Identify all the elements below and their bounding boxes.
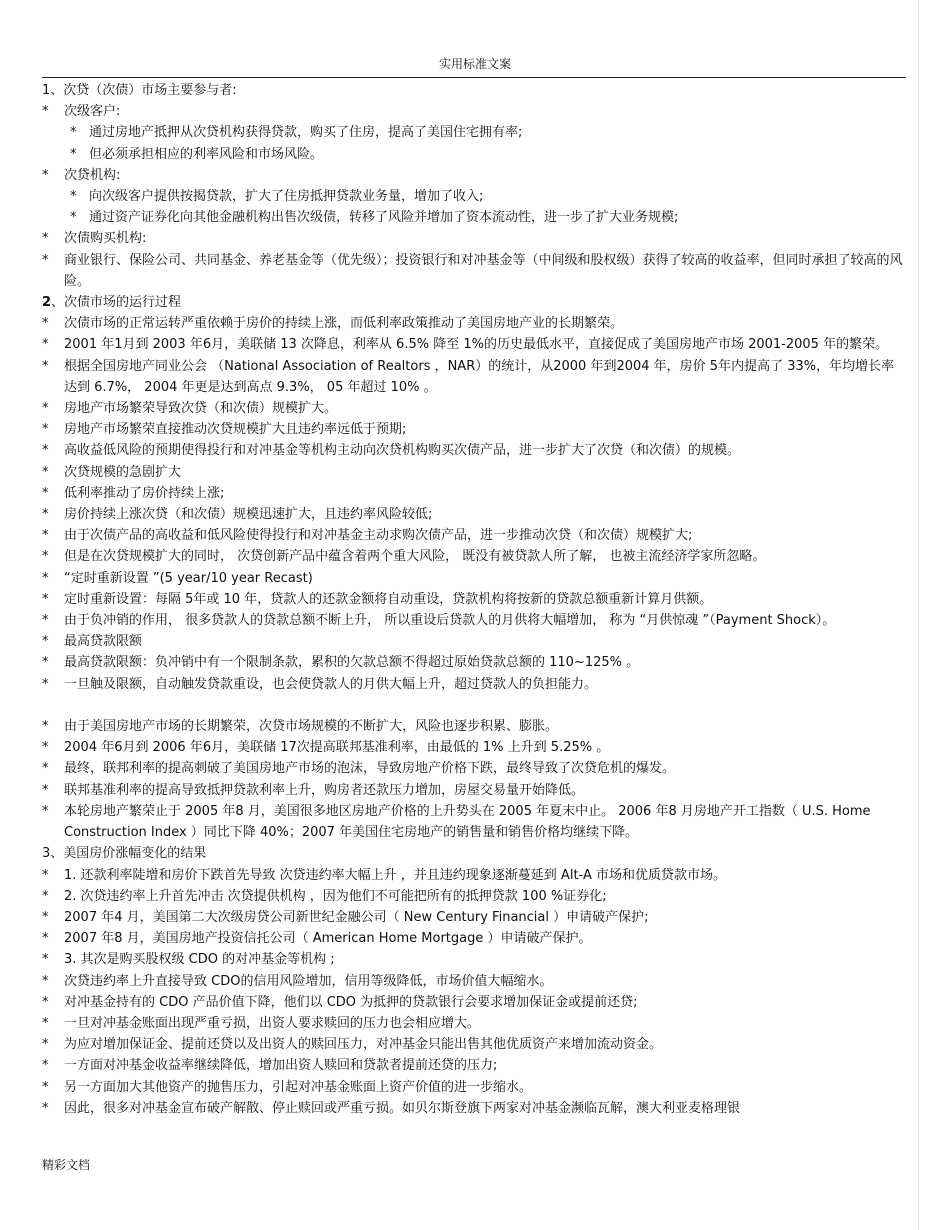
section-heading [42, 292, 906, 313]
list-item [42, 101, 906, 122]
list-item-text: 通过资产证券化向其他金融机构出售次级债，转移了风险并增加了资本流动性，进一步了扩大业务规模; [89, 210, 679, 226]
list-item-text: 但是在次贷规模扩大的同时， 次贷创新产品中蕴含着两个重大风险， 既没有被贷款人所了解， 也被主流经济学家所忽略。 [64, 549, 766, 565]
sub-list-item [42, 122, 906, 143]
list-item [42, 758, 906, 779]
list-item-text: 次债购买机构: [64, 231, 147, 247]
bullet-marker: * [42, 676, 49, 692]
list-item [42, 568, 906, 589]
bullet-marker: * [42, 252, 49, 268]
list-item-text: 2007 年4 月，美国第二大次级房贷公司新世纪金融公司（ New Century Financial ）申请破产保护; [64, 909, 649, 925]
page-header: 实用标准文案 [438, 57, 511, 71]
list-item [42, 525, 906, 546]
list-item [42, 674, 906, 695]
bullet-marker: * [42, 634, 49, 650]
list-item [42, 165, 906, 186]
list-item [42, 1077, 906, 1098]
list-item-text: 对冲基金持有的 CDO 产品价值下降，他们以 CDO 为抵押的贷款银行会要求增加保证金或提前还贷; [64, 994, 638, 1010]
list-item-text: 由于次债产品的高收益和低风险使得投行和对冲基金主动求购次债产品，进一步推动次贷（和次债）规模扩大; [64, 528, 693, 544]
bullet-marker: * [42, 994, 49, 1010]
list-item [42, 1013, 906, 1034]
bullet-marker: * [42, 1015, 49, 1031]
bullet-marker: * [42, 803, 49, 819]
bullet-marker: * [70, 210, 77, 226]
list-item-text: 最高贷款限额：负冲销中有一个限制条款，累积的欠款总额不得超过原始贷款总额的 110~125% 。 [64, 655, 640, 671]
list-item [42, 907, 906, 928]
list-item-text: 2004 年6月到 2006 年6月，美联储 17次提高联邦基准利率，由最低的 1% 上升到 5.25% 。 [64, 740, 610, 756]
list-item [42, 801, 906, 843]
list-item [42, 1098, 906, 1119]
bullet-marker: * [42, 782, 49, 798]
section-title: 、美国房价涨幅变化的结果 [50, 846, 207, 862]
header-rule [42, 77, 906, 78]
bullet-marker: * [42, 358, 49, 374]
list-item [42, 928, 906, 949]
bullet-marker: * [42, 485, 49, 501]
list-item-text: 商业银行、保险公司、共同基金、养老基金等（优先级）；投资银行和对冲基金等（中间级和股权级）获得了较高的收益率，但同时承担了较高的风险。 [64, 252, 903, 289]
list-item-text: 2. 次贷违约率上升首先冲击 次贷提供机构 ，因为他们不可能把所有的抵押贷款 100 %证券化; [64, 888, 607, 904]
list-item-text: 一旦对冲基金账面出现严重亏损，出资人要求赎回的压力也会相应增大。 [64, 1015, 481, 1031]
bullet-marker: * [42, 909, 49, 925]
list-item-text: 另一方面加大其他资产的抛售压力，引起对冲基金账面上资产价值的进一步缩水。 [64, 1079, 533, 1095]
section-heading [42, 80, 906, 101]
list-item-text: 低利率推动了房价持续上涨; [64, 485, 225, 501]
document-body [42, 80, 906, 1119]
list-item [42, 589, 906, 610]
list-item-text: 3. 其次是购买股权级 CDO 的对冲基金等机构 ; [64, 952, 335, 968]
list-item [42, 1034, 906, 1055]
bullet-marker: * [42, 1058, 49, 1074]
list-item [42, 886, 906, 907]
list-item-text: 为应对增加保证金、提前还贷以及出资人的赎回压力，对冲基金只能出售其他优质资产来增加流动资金。 [64, 1037, 663, 1053]
section-number: 1 [42, 83, 51, 98]
section-heading [42, 843, 906, 864]
bullet-marker: * [42, 549, 49, 565]
list-item-text: 次债市场的正常运转严重依赖于房价的持续上涨，而低利率政策推动了美国房地产业的长期繁荣。 [64, 316, 624, 332]
list-item [42, 992, 906, 1013]
bullet-marker: * [42, 740, 49, 756]
bullet-marker: * [42, 952, 49, 968]
bullet-marker: * [42, 167, 49, 183]
sub-list-item [42, 144, 906, 165]
bullet-marker: * [42, 1079, 49, 1095]
bullet-marker: * [42, 591, 49, 607]
sub-list-item [42, 207, 906, 228]
section-title: 、次债市场的运行过程 [51, 295, 182, 311]
list-item [42, 440, 906, 461]
list-item-text: 定时重新设置：每隔 5年或 10 年，贷款人的还款金额将自动重设，贷款机构将按新的贷款总额重新计算月供额。 [64, 591, 713, 607]
list-item-text: “定时重新设置 ”(5 year/10 year Recast) [64, 570, 313, 586]
list-item [42, 610, 906, 631]
list-item-text: 一旦触及限额，自动触发贷款重设，也会使贷款人的月供大幅上升，超过贷款人的负担能力。 [64, 676, 598, 692]
bullet-marker: * [42, 464, 49, 480]
list-item [42, 546, 906, 567]
bullet-marker: * [70, 146, 77, 162]
list-item [42, 483, 906, 504]
list-item-text: 最终，联邦利率的提高刺破了美国房地产市场的泡沫，导致房地产价格下跌，最终导致了次贷危机的爆发。 [64, 761, 676, 777]
list-item-text: 房地产市场繁荣导致次贷（和次债）规模扩大。 [64, 401, 338, 417]
bullet-marker: * [42, 761, 49, 777]
list-item [42, 1055, 906, 1076]
bullet-marker: * [42, 1037, 49, 1053]
bullet-marker: * [42, 401, 49, 417]
list-item [42, 652, 906, 673]
list-item-text: 高收益低风险的预期使得投行和对冲基金等机构主动向次贷机构购买次债产品，进一步扩大了次贷（和次债）的规模。 [64, 443, 741, 459]
list-item [42, 716, 906, 737]
list-item [42, 949, 906, 970]
list-item [42, 398, 906, 419]
list-item-text: 次贷机构: [64, 167, 121, 183]
bullet-marker: * [42, 931, 49, 947]
list-item [42, 356, 906, 398]
bullet-marker: * [42, 422, 49, 438]
list-item-text: 联邦基准利率的提高导致抵押贷款利率上升，购房者还款压力增加，房屋交易量开始降低。 [64, 782, 585, 798]
bullet-marker: * [42, 443, 49, 459]
list-item-text: 次贷违约率上升直接导致 CDO的信用风险增加，信用等级降低，市场价值大幅缩水。 [64, 973, 553, 989]
list-item-text: 1. 还款利率陡增和房价下跌首先导致 次贷违约率大幅上升 ，并且违约现象逐渐蔓延到 Alt-A 市场和优质贷款市场。 [64, 867, 726, 883]
bullet-marker: * [42, 507, 49, 523]
bullet-marker: * [42, 888, 49, 904]
list-item-text: 由于负冲销的作用， 很多贷款人的贷款总额不断上升， 所以重设后贷款人的月供将大幅增加， 称为 “月供惊魂 ”（Payment Shock）。 [64, 613, 836, 629]
list-item [42, 250, 906, 292]
bullet-marker: * [42, 655, 49, 671]
bullet-marker: * [42, 570, 49, 586]
bullet-marker: * [42, 104, 49, 120]
bullet-marker: * [42, 1100, 49, 1116]
page-edge [918, 0, 919, 1230]
list-item-text: 根据全国房地产同业公会 （National Association of Realtors ，NAR）的统计，从2000 年到2004 年，房价 5年内提高了 33%，年均增长率达到 6.7%， 2004 年更是达到高点 9.3%， 05 年超过 10% 。 [64, 358, 895, 395]
bullet-marker: * [42, 231, 49, 247]
list-item [42, 313, 906, 334]
bullet-marker: * [70, 189, 77, 205]
list-item [42, 865, 906, 886]
list-item-text: 次级客户: [64, 104, 121, 120]
bullet-marker: * [42, 613, 49, 629]
list-item [42, 737, 906, 758]
list-item [42, 228, 906, 249]
list-item-text: 由于美国房地产市场的长期繁荣，次贷市场规模的不断扩大，风险也逐步积累、膨胀。 [64, 719, 559, 735]
bullet-marker: * [42, 867, 49, 883]
list-item [42, 631, 906, 652]
bullet-marker: * [42, 528, 49, 544]
bullet-marker: * [42, 337, 49, 353]
blank-line [42, 695, 906, 716]
bullet-marker: * [42, 316, 49, 332]
list-item [42, 780, 906, 801]
list-item [42, 504, 906, 525]
list-item-text: 2001 年1月到 2003 年6月，美联储 13 次降息，利率从 6.5% 降至 1%的历史最低水平，直接促成了美国房地产市场 2001-2005 年的繁荣。 [64, 337, 889, 353]
list-item [42, 419, 906, 440]
list-item-text: 但必须承担相应的利率风险和市场风险。 [89, 146, 324, 162]
section-number: 3 [42, 846, 51, 862]
list-item-text: 次贷规模的急剧扩大 [64, 464, 182, 480]
bullet-marker: * [42, 973, 49, 989]
list-item-text: 本轮房地产繁荣止于 2005 年8 月，美国很多地区房地产价格的上升势头在 2005 年夏末中止。 2006 年8 月房地产开工指数（ U.S. Home Construction Index ）同比下降 40%；2007 年美国住宅房地产的销售量和销售价格均继续下降。 [64, 803, 871, 841]
list-item-text: 一方面对冲基金收益率继续降低，增加出资人赎回和贷款者提前还贷的压力; [64, 1058, 498, 1074]
list-item-text: 向次级客户提供按揭贷款，扩大了住房抵押贷款业务量，增加了收入; [89, 189, 484, 205]
sub-list-item [42, 186, 906, 207]
page-footer: 精彩文档 [42, 1158, 91, 1172]
list-item [42, 462, 906, 483]
list-item-text: 房价持续上涨次贷（和次债）规模迅速扩大，且违约率风险较低; [64, 507, 433, 523]
list-item-text: 房地产市场繁荣直接推动次贷规模扩大且违约率远低于预期; [64, 422, 407, 438]
list-item-text: 2007 年8 月，美国房地产投资信托公司（ American Home Mortgage ）申请破产保护。 [64, 931, 592, 947]
list-item [42, 971, 906, 992]
bullet-marker: * [42, 719, 49, 735]
list-item-text: 通过房地产抵押从次贷机构获得贷款，购买了住房，提高了美国住宅拥有率; [89, 125, 523, 141]
bullet-marker: * [70, 125, 77, 141]
list-item-text: 最高贷款限额 [64, 634, 143, 650]
list-item [42, 334, 906, 355]
list-item-text: 因此，很多对冲基金宣布破产解散、停止赎回或严重亏损。如贝尔斯登旗下两家对冲基金濒临瓦解，澳大利亚麦格理银 [64, 1100, 741, 1116]
section-title: 、次贷（次债）市场主要参与者: [50, 83, 237, 98]
section-number: 2 [42, 295, 52, 311]
